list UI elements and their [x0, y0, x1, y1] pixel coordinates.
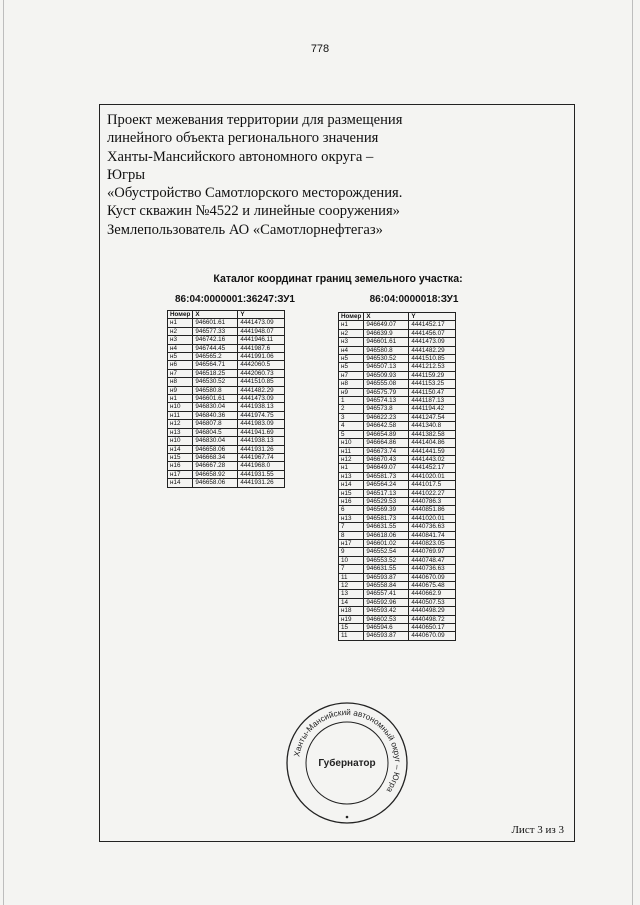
y-coordinate-cell: 4441159.29: [409, 371, 456, 379]
point-number-cell: н10: [339, 439, 364, 447]
y-coordinate-cell: 4440662.9: [409, 590, 456, 598]
point-number-cell: н5: [339, 363, 364, 371]
y-coordinate-cell: 4441938.13: [238, 403, 285, 411]
x-coordinate-cell: 946840.36: [193, 411, 238, 419]
x-coordinate-cell: 946658.06: [193, 479, 238, 487]
y-coordinate-cell: 4441967.74: [238, 453, 285, 461]
coordinate-table-left: [167, 310, 285, 488]
x-coordinate-cell: 946601.61: [193, 395, 238, 403]
table-row: [339, 413, 456, 421]
table-row: [168, 369, 285, 377]
x-coordinate-cell: 946529.53: [364, 497, 409, 505]
seal-center-text: Губернатор: [318, 758, 376, 769]
table-row: [168, 361, 285, 369]
table-row: [339, 615, 456, 623]
table-row: [168, 411, 285, 419]
table-row: [339, 481, 456, 489]
table-row: [168, 479, 285, 487]
table-row: [339, 329, 456, 337]
x-coordinate-cell: 946593.87: [364, 632, 409, 640]
table-row: [339, 388, 456, 396]
table-row: [339, 371, 456, 379]
table-row: [168, 327, 285, 335]
y-coordinate-cell: 4441456.07: [409, 329, 456, 337]
y-coordinate-cell: 4441247.54: [409, 413, 456, 421]
y-coordinate-cell: 4441983.09: [238, 420, 285, 428]
svg-text:Ханты-Мансийский автономный ок: [292, 708, 402, 794]
point-number-cell: н14: [339, 481, 364, 489]
point-number-cell: н3: [339, 338, 364, 346]
table-row: [339, 338, 456, 346]
table-row: [339, 346, 456, 354]
table-row: [339, 506, 456, 514]
point-number-cell: н10: [168, 403, 193, 411]
table-row: [168, 453, 285, 461]
x-coordinate-cell: 946673.74: [364, 447, 409, 455]
table-row: [339, 573, 456, 581]
table-row: [168, 336, 285, 344]
column-header-number: Номер: [168, 311, 193, 319]
point-number-cell: н5: [339, 355, 364, 363]
x-coordinate-cell: 946564.24: [364, 481, 409, 489]
point-number-cell: 11: [339, 573, 364, 581]
x-coordinate-cell: 946744.45: [193, 344, 238, 352]
y-coordinate-cell: 4440786.3: [409, 497, 456, 505]
point-number-cell: 5: [339, 430, 364, 438]
point-number-cell: н18: [339, 607, 364, 615]
point-number-cell: 1: [339, 397, 364, 405]
sheet-label: Лист 3 из 3: [511, 824, 564, 836]
y-coordinate-cell: 4440841.74: [409, 531, 456, 539]
x-coordinate-cell: 946601.61: [364, 338, 409, 346]
y-coordinate-cell: 4441974.75: [238, 411, 285, 419]
table-row: [339, 624, 456, 632]
y-coordinate-cell: 4441510.85: [409, 355, 456, 363]
table-row: [339, 447, 456, 455]
scan-edge-right: [632, 0, 633, 905]
table-row: [168, 344, 285, 352]
x-coordinate-cell: 946807.8: [193, 420, 238, 428]
point-number-cell: н13: [339, 472, 364, 480]
table-row: [339, 321, 456, 329]
table-row: [339, 430, 456, 438]
point-number-cell: н16: [339, 497, 364, 505]
x-coordinate-cell: 946622.23: [364, 413, 409, 421]
x-coordinate-cell: 946580.8: [364, 346, 409, 354]
y-coordinate-cell: 4441473.09: [238, 395, 285, 403]
table-row: [339, 531, 456, 539]
point-number-cell: н11: [168, 411, 193, 419]
x-coordinate-cell: 946553.52: [364, 556, 409, 564]
x-coordinate-cell: 946518.25: [193, 369, 238, 377]
table-row: [168, 445, 285, 453]
x-coordinate-cell: 946580.8: [193, 386, 238, 394]
y-coordinate-cell: 4441212.53: [409, 363, 456, 371]
point-number-cell: н11: [339, 447, 364, 455]
point-number-cell: н2: [339, 329, 364, 337]
point-number-cell: 8: [339, 531, 364, 539]
x-coordinate-cell: 946564.71: [193, 361, 238, 369]
y-coordinate-cell: 4441404.86: [409, 439, 456, 447]
point-number-cell: н13: [339, 514, 364, 522]
y-coordinate-cell: 4440498.29: [409, 607, 456, 615]
heading-line: Югры: [107, 166, 146, 183]
point-number-cell: н14: [168, 479, 193, 487]
point-number-cell: н13: [168, 428, 193, 436]
point-number-cell: н17: [339, 539, 364, 547]
table-row: [168, 437, 285, 445]
point-number-cell: н8: [168, 378, 193, 386]
point-number-cell: 4: [339, 422, 364, 430]
y-coordinate-cell: 4440675.48: [409, 582, 456, 590]
x-coordinate-cell: 946642.58: [364, 422, 409, 430]
x-coordinate-cell: 946601.02: [364, 539, 409, 547]
point-number-cell: н9: [339, 388, 364, 396]
x-coordinate-cell: 946507.13: [364, 363, 409, 371]
point-number-cell: н12: [339, 455, 364, 463]
y-coordinate-cell: 4441987.6: [238, 344, 285, 352]
x-coordinate-cell: 946593.42: [364, 607, 409, 615]
x-coordinate-cell: 946509.93: [364, 371, 409, 379]
x-coordinate-cell: 946668.34: [193, 453, 238, 461]
y-coordinate-cell: 4440507.53: [409, 598, 456, 606]
y-coordinate-cell: 4442060.5: [238, 361, 285, 369]
cadastral-number-left: 86:04:0000001:36247:ЗУ1: [175, 294, 295, 305]
x-coordinate-cell: 946581.73: [364, 514, 409, 522]
table-row: [168, 428, 285, 436]
table-row: [339, 355, 456, 363]
governor-seal: [284, 700, 410, 826]
page-number: 778: [310, 43, 330, 55]
y-coordinate-cell: 4440851.86: [409, 506, 456, 514]
table-row: [168, 462, 285, 470]
point-number-cell: н16: [168, 462, 193, 470]
coordinate-table-right: [338, 312, 456, 641]
x-coordinate-cell: 946830.04: [193, 403, 238, 411]
point-number-cell: н4: [339, 346, 364, 354]
y-coordinate-cell: 4441931.26: [238, 445, 285, 453]
table-row: [339, 405, 456, 413]
y-coordinate-cell: 4441946.11: [238, 336, 285, 344]
y-coordinate-cell: 4440748.47: [409, 556, 456, 564]
point-number-cell: н14: [168, 445, 193, 453]
table-row: [339, 598, 456, 606]
point-number-cell: н6: [168, 361, 193, 369]
y-coordinate-cell: 4441187.13: [409, 397, 456, 405]
heading-line: Куст скважин №4522 и линейные сооружения»: [107, 203, 400, 220]
point-number-cell: н7: [339, 371, 364, 379]
scan-edge-left: [3, 0, 4, 905]
table-row: [339, 464, 456, 472]
x-coordinate-cell: 946594.6: [364, 624, 409, 632]
table-row: [339, 380, 456, 388]
y-coordinate-cell: 4440736.63: [409, 565, 456, 573]
table-row: [339, 439, 456, 447]
column-header-x: X: [364, 313, 409, 321]
point-number-cell: н1: [339, 321, 364, 329]
y-coordinate-cell: 4441017.5: [409, 481, 456, 489]
heading-line: Проект межевания территории для размещения: [107, 112, 403, 128]
y-coordinate-cell: 4441020.01: [409, 472, 456, 480]
y-coordinate-cell: 4441452.17: [409, 464, 456, 472]
x-coordinate-cell: 946658.92: [193, 470, 238, 478]
y-coordinate-cell: 4441441.59: [409, 447, 456, 455]
table-row: [168, 319, 285, 327]
x-coordinate-cell: 946631.55: [364, 523, 409, 531]
y-coordinate-cell: 4441941.69: [238, 428, 285, 436]
x-coordinate-cell: 946569.39: [364, 506, 409, 514]
x-coordinate-cell: 946667.28: [193, 462, 238, 470]
y-coordinate-cell: 4442060.73: [238, 369, 285, 377]
point-number-cell: 15: [339, 624, 364, 632]
point-number-cell: 11: [339, 632, 364, 640]
point-number-cell: н2: [168, 327, 193, 335]
x-coordinate-cell: 946565.2: [193, 353, 238, 361]
table-row: [339, 632, 456, 640]
x-coordinate-cell: 946602.53: [364, 615, 409, 623]
column-header-y: Y: [409, 313, 456, 321]
point-number-cell: 3: [339, 413, 364, 421]
table-row: [339, 523, 456, 531]
y-coordinate-cell: 4440498.72: [409, 615, 456, 623]
x-coordinate-cell: 946742.16: [193, 336, 238, 344]
table-row: [339, 582, 456, 590]
x-coordinate-cell: 946552.54: [364, 548, 409, 556]
heading-line: «Обустройство Самотлорского месторождения.: [107, 185, 403, 202]
y-coordinate-cell: 4441938.13: [238, 437, 285, 445]
y-coordinate-cell: 4441452.17: [409, 321, 456, 329]
table-row: [339, 565, 456, 573]
x-coordinate-cell: 946639.9: [364, 329, 409, 337]
x-coordinate-cell: 946577.33: [193, 327, 238, 335]
point-number-cell: 12: [339, 582, 364, 590]
x-coordinate-cell: 946558.84: [364, 582, 409, 590]
y-coordinate-cell: 4441382.58: [409, 430, 456, 438]
heading-line: Ханты-Мансийского автономного округа –: [107, 148, 374, 165]
x-coordinate-cell: 946593.87: [364, 573, 409, 581]
x-coordinate-cell: 946649.07: [364, 321, 409, 329]
table-row: [168, 395, 285, 403]
table-row: [168, 470, 285, 478]
table-row: [168, 378, 285, 386]
table-row: [339, 363, 456, 371]
point-number-cell: 6: [339, 506, 364, 514]
cadastral-number-right: 86:04:0000018:ЗУ1: [369, 294, 459, 305]
table-row: [339, 455, 456, 463]
column-header-y: Y: [238, 311, 285, 319]
x-coordinate-cell: 946618.06: [364, 531, 409, 539]
point-number-cell: н1: [339, 464, 364, 472]
y-coordinate-cell: 4440769.97: [409, 548, 456, 556]
y-coordinate-cell: 4441948.07: [238, 327, 285, 335]
table-row: [339, 472, 456, 480]
y-coordinate-cell: 4441991.06: [238, 353, 285, 361]
point-number-cell: н1: [168, 319, 193, 327]
x-coordinate-cell: 946830.04: [193, 437, 238, 445]
table-row: [339, 497, 456, 505]
point-number-cell: н17: [168, 470, 193, 478]
x-coordinate-cell: 946658.06: [193, 445, 238, 453]
x-coordinate-cell: 946664.86: [364, 439, 409, 447]
y-coordinate-cell: 4440823.05: [409, 539, 456, 547]
y-coordinate-cell: 4440736.63: [409, 523, 456, 531]
table-row: [339, 590, 456, 598]
point-number-cell: н19: [339, 615, 364, 623]
table-row: [168, 403, 285, 411]
point-number-cell: н12: [168, 420, 193, 428]
point-number-cell: н1: [168, 395, 193, 403]
heading-line: Землепользователь АО «Самотлорнефтегаз»: [107, 221, 383, 238]
y-coordinate-cell: 4441968.0: [238, 462, 285, 470]
point-number-cell: 14: [339, 598, 364, 606]
point-number-cell: 7: [339, 565, 364, 573]
x-coordinate-cell: 946592.96: [364, 598, 409, 606]
catalog-title: Каталог координат границ земельного участка:: [213, 273, 463, 285]
table-row: [339, 556, 456, 564]
x-coordinate-cell: 946517.13: [364, 489, 409, 497]
column-header-number: Номер: [339, 313, 364, 321]
y-coordinate-cell: 4441153.25: [409, 380, 456, 388]
table-row: [339, 607, 456, 615]
x-coordinate-cell: 946649.07: [364, 464, 409, 472]
point-number-cell: н3: [168, 336, 193, 344]
table-row: [168, 386, 285, 394]
y-coordinate-cell: 4441340.8: [409, 422, 456, 430]
x-coordinate-cell: 946530.52: [364, 355, 409, 363]
y-coordinate-cell: 4440650.17: [409, 624, 456, 632]
table-row: [168, 353, 285, 361]
y-coordinate-cell: 4441022.27: [409, 489, 456, 497]
x-coordinate-cell: 946670.43: [364, 455, 409, 463]
table-row: [339, 548, 456, 556]
y-coordinate-cell: 4440670.09: [409, 573, 456, 581]
table-row: [339, 422, 456, 430]
point-number-cell: 2: [339, 405, 364, 413]
heading-line: линейного объекта регионального значения: [107, 130, 379, 147]
y-coordinate-cell: 4441931.26: [238, 479, 285, 487]
x-coordinate-cell: 946530.52: [193, 378, 238, 386]
x-coordinate-cell: 946573.8: [364, 405, 409, 413]
y-coordinate-cell: 4441150.47: [409, 388, 456, 396]
y-coordinate-cell: 4441443.02: [409, 455, 456, 463]
point-number-cell: н4: [168, 344, 193, 352]
point-number-cell: н10: [168, 437, 193, 445]
point-number-cell: 9: [339, 548, 364, 556]
table-row: [339, 489, 456, 497]
x-coordinate-cell: 946601.61: [193, 319, 238, 327]
x-coordinate-cell: 946557.41: [364, 590, 409, 598]
y-coordinate-cell: 4441020.01: [409, 514, 456, 522]
point-number-cell: н8: [339, 380, 364, 388]
point-number-cell: н15: [339, 489, 364, 497]
x-coordinate-cell: 946575.79: [364, 388, 409, 396]
point-number-cell: 7: [339, 523, 364, 531]
y-coordinate-cell: 4441482.29: [238, 386, 285, 394]
y-coordinate-cell: 4441510.85: [238, 378, 285, 386]
y-coordinate-cell: 4441194.42: [409, 405, 456, 413]
table-row: [168, 420, 285, 428]
x-coordinate-cell: 946631.55: [364, 565, 409, 573]
table-row: [339, 539, 456, 547]
y-coordinate-cell: 4441482.29: [409, 346, 456, 354]
point-number-cell: н9: [168, 386, 193, 394]
x-coordinate-cell: 946654.89: [364, 430, 409, 438]
y-coordinate-cell: 4440670.09: [409, 632, 456, 640]
point-number-cell: 13: [339, 590, 364, 598]
x-coordinate-cell: 946555.08: [364, 380, 409, 388]
x-coordinate-cell: 946804.5: [193, 428, 238, 436]
project-heading: [107, 111, 567, 239]
point-number-cell: н5: [168, 353, 193, 361]
y-coordinate-cell: 4441473.09: [238, 319, 285, 327]
x-coordinate-cell: 946574.13: [364, 397, 409, 405]
y-coordinate-cell: 4441473.09: [409, 338, 456, 346]
seal-ring-text: Ханты-Мансийский автономный округ – Югра: [292, 707, 403, 795]
column-header-x: X: [193, 311, 238, 319]
point-number-cell: 10: [339, 556, 364, 564]
x-coordinate-cell: 946581.73: [364, 472, 409, 480]
table-row: [339, 514, 456, 522]
table-row: [339, 397, 456, 405]
point-number-cell: н7: [168, 369, 193, 377]
point-number-cell: н15: [168, 453, 193, 461]
y-coordinate-cell: 4441931.55: [238, 470, 285, 478]
